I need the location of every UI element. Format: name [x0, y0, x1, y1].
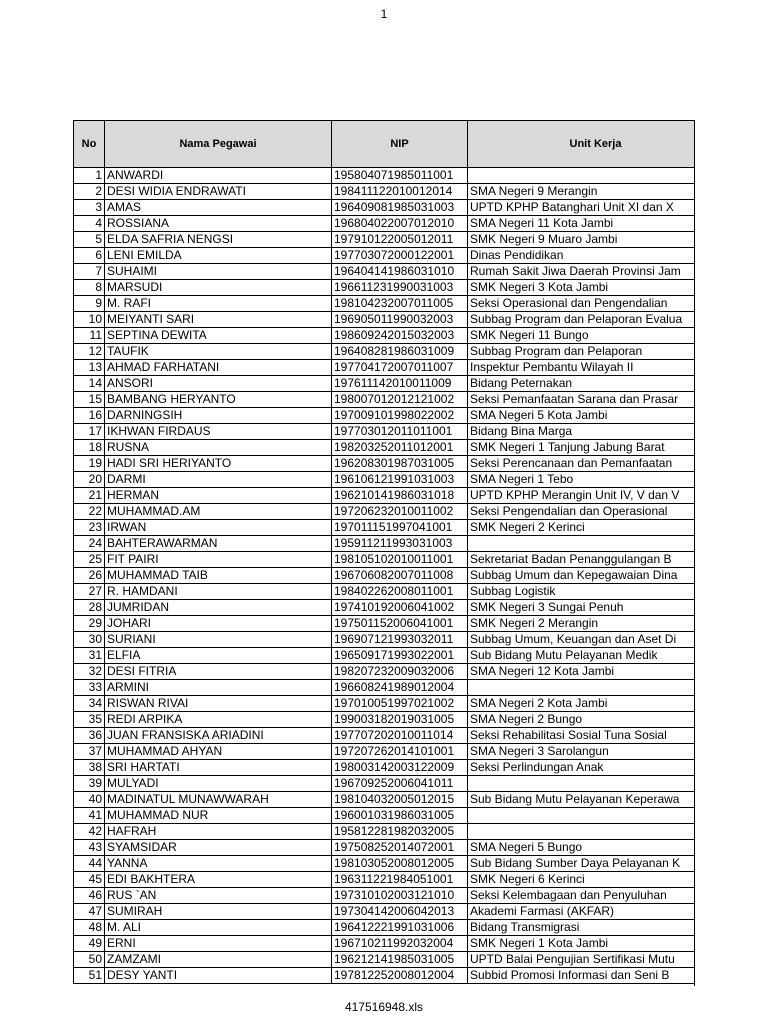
cell-nip: 196408281986031009 — [332, 344, 468, 360]
cell-unit-kerja: SMK Negeri 11 Bungo — [468, 328, 696, 344]
table-row — [74, 344, 696, 360]
cell-unit-kerja: Sub Bidang Mutu Pelayanan Medik — [468, 648, 696, 664]
cell-nama-pegawai: REDI ARPIKA — [105, 712, 332, 728]
cell-nip: 198103052008012005 — [332, 856, 468, 872]
cell-unit-kerja: Sub Bidang Sumber Daya Pelayanan K — [468, 856, 696, 872]
cell-nama-pegawai: MADINATUL MUNAWWARAH — [105, 792, 332, 808]
cell-unit-kerja: Subbag Program dan Pelaporan — [468, 344, 696, 360]
cell-unit-kerja — [468, 808, 696, 824]
cell-nip: 197703072000122001 — [332, 248, 468, 264]
cell-unit-kerja: Rumah Sakit Jiwa Daerah Provinsi Jam — [468, 264, 696, 280]
table-row — [74, 168, 696, 184]
cell-nama-pegawai: ELFIA — [105, 648, 332, 664]
table-row — [74, 936, 696, 952]
cell-nama-pegawai: IKHWAN FIRDAUS — [105, 424, 332, 440]
cell-nip: 196412221991031006 — [332, 920, 468, 936]
cell-nama-pegawai: M. RAFI — [105, 296, 332, 312]
table-row — [74, 376, 696, 392]
cell-unit-kerja: Bidang Transmigrasi — [468, 920, 696, 936]
cell-unit-kerja: SMA Negeri 3 Sarolangun — [468, 744, 696, 760]
table-row — [74, 392, 696, 408]
cell-no: 4 — [74, 216, 105, 232]
cell-no: 13 — [74, 360, 105, 376]
cell-unit-kerja: UPTD KPHP Batanghari Unit XI dan X — [468, 200, 696, 216]
table-row — [74, 968, 696, 984]
cell-nip: 198104232007011005 — [332, 296, 468, 312]
cell-unit-kerja: UPTD KPHP Merangin Unit IV, V dan V — [468, 488, 696, 504]
cell-nip: 196709252006041011 — [332, 776, 468, 792]
cell-no: 15 — [74, 392, 105, 408]
cell-nip: 197704172007011007 — [332, 360, 468, 376]
cell-no: 20 — [74, 472, 105, 488]
cell-nama-pegawai: MUHAMMAD TAIB — [105, 568, 332, 584]
cell-unit-kerja: SMA Negeri 2 Bungo — [468, 712, 696, 728]
cell-nama-pegawai: SRI HARTATI — [105, 760, 332, 776]
cell-unit-kerja: Bidang Peternakan — [468, 376, 696, 392]
cell-nama-pegawai: JUAN FRANSISKA ARIADINI — [105, 728, 332, 744]
table-row — [74, 568, 696, 584]
cell-unit-kerja: Seksi Kelembagaan dan Penyuluhan — [468, 888, 696, 904]
table-row — [74, 200, 696, 216]
table-row — [74, 424, 696, 440]
page-number: 1 — [380, 7, 388, 21]
table-row — [74, 856, 696, 872]
cell-unit-kerja: SMK Negeri 9 Muaro Jambi — [468, 232, 696, 248]
cell-no: 10 — [74, 312, 105, 328]
cell-nip: 196404141986031010 — [332, 264, 468, 280]
cell-unit-kerja — [468, 824, 696, 840]
cell-nama-pegawai: JOHARI — [105, 616, 332, 632]
table-row — [74, 632, 696, 648]
cell-nip: 198203252011012001 — [332, 440, 468, 456]
cell-nama-pegawai: BAMBANG HERYANTO — [105, 392, 332, 408]
cell-no: 47 — [74, 904, 105, 920]
cell-nip: 198105102010011001 — [332, 552, 468, 568]
cell-nama-pegawai: AMAS — [105, 200, 332, 216]
cell-unit-kerja: SMA Negeri 5 Kota Jambi — [468, 408, 696, 424]
cell-no: 44 — [74, 856, 105, 872]
cell-nama-pegawai: ERNI — [105, 936, 332, 952]
table-row — [74, 280, 696, 296]
cell-no: 7 — [74, 264, 105, 280]
cell-nama-pegawai: RUS `AN — [105, 888, 332, 904]
table-row — [74, 552, 696, 568]
cell-nama-pegawai: HERMAN — [105, 488, 332, 504]
cell-unit-kerja: Subbid Promosi Informasi dan Seni B — [468, 968, 696, 984]
cell-nama-pegawai: ZAMZAMI — [105, 952, 332, 968]
cell-nip: 196106121991031003 — [332, 472, 468, 488]
cell-nip: 196907121993032011 — [332, 632, 468, 648]
cell-no: 11 — [74, 328, 105, 344]
cell-unit-kerja: SMA Negeri 1 Tebo — [468, 472, 696, 488]
cell-nama-pegawai: LENI EMILDA — [105, 248, 332, 264]
table-row — [74, 504, 696, 520]
cell-nip: 196210141986031018 — [332, 488, 468, 504]
cell-nama-pegawai: RISWAN RIVAI — [105, 696, 332, 712]
cell-unit-kerja: SMA Negeri 5 Bungo — [468, 840, 696, 856]
cell-no: 34 — [74, 696, 105, 712]
table-row — [74, 744, 696, 760]
table-row — [74, 456, 696, 472]
cell-nama-pegawai: MUHAMMAD.AM — [105, 504, 332, 520]
footer-filename: 417516948.xls — [344, 1000, 424, 1014]
table-row — [74, 616, 696, 632]
cell-nip: 196001031986031005 — [332, 808, 468, 824]
cell-nama-pegawai: MUHAMMAD NUR — [105, 808, 332, 824]
cell-nama-pegawai: YANNA — [105, 856, 332, 872]
cell-nip: 197410192006041002 — [332, 600, 468, 616]
cell-nama-pegawai: JUMRIDAN — [105, 600, 332, 616]
cell-unit-kerja: SMK Negeri 2 Merangin — [468, 616, 696, 632]
cell-unit-kerja: Inspektur Pembantu Wilayah II — [468, 360, 696, 376]
header-no: No — [74, 121, 105, 168]
cell-nip: 198104032005012015 — [332, 792, 468, 808]
table-row — [74, 472, 696, 488]
table-row — [74, 232, 696, 248]
table-row — [74, 840, 696, 856]
cell-unit-kerja: Subbag Program dan Pelaporan Evalua — [468, 312, 696, 328]
table-row — [74, 264, 696, 280]
header-nip: NIP — [332, 121, 468, 168]
table-row — [74, 872, 696, 888]
cell-no: 37 — [74, 744, 105, 760]
cell-unit-kerja: SMK Negeri 3 Kota Jambi — [468, 280, 696, 296]
cell-nip: 197707202010011014 — [332, 728, 468, 744]
cell-nip: 195804071985011001 — [332, 168, 468, 184]
cell-unit-kerja — [468, 680, 696, 696]
cell-nama-pegawai: SURIANI — [105, 632, 332, 648]
cell-nama-pegawai: MULYADI — [105, 776, 332, 792]
cell-no: 42 — [74, 824, 105, 840]
cell-unit-kerja: Sekretariat Badan Penanggulangan B — [468, 552, 696, 568]
cell-unit-kerja: Subbag Logistik — [468, 584, 696, 600]
table-row — [74, 648, 696, 664]
cell-no: 46 — [74, 888, 105, 904]
cell-no: 22 — [74, 504, 105, 520]
table-body — [74, 168, 696, 984]
cell-nip: 198207232009032006 — [332, 664, 468, 680]
cell-unit-kerja — [468, 776, 696, 792]
cell-nama-pegawai: R. HAMDANI — [105, 584, 332, 600]
cell-unit-kerja: Seksi Perencanaan dan Pemanfaatan — [468, 456, 696, 472]
table-row — [74, 904, 696, 920]
cell-unit-kerja: Sub Bidang Mutu Pelayanan Keperawa — [468, 792, 696, 808]
cell-nip: 197310102003121010 — [332, 888, 468, 904]
cell-nip: 196608241989012004 — [332, 680, 468, 696]
cell-nama-pegawai: BAHTERAWARMAN — [105, 536, 332, 552]
cell-nip: 195911211993031003 — [332, 536, 468, 552]
table-row — [74, 248, 696, 264]
cell-nama-pegawai: ARMINI — [105, 680, 332, 696]
table-row — [74, 600, 696, 616]
cell-nip: 198003142003122009 — [332, 760, 468, 776]
cell-nip: 196905011990032003 — [332, 312, 468, 328]
table-row — [74, 952, 696, 968]
cell-nama-pegawai: DESI FITRIA — [105, 664, 332, 680]
cell-no: 23 — [74, 520, 105, 536]
cell-nama-pegawai: MARSUDI — [105, 280, 332, 296]
cell-nama-pegawai: DARMI — [105, 472, 332, 488]
cell-nip: 196611231990031003 — [332, 280, 468, 296]
cell-no: 35 — [74, 712, 105, 728]
cell-nama-pegawai: DARNINGSIH — [105, 408, 332, 424]
table-row — [74, 760, 696, 776]
table-row — [74, 296, 696, 312]
cell-no: 9 — [74, 296, 105, 312]
cell-unit-kerja: Seksi Pemanfaatan Sarana dan Prasar — [468, 392, 696, 408]
table-row — [74, 360, 696, 376]
cell-no: 17 — [74, 424, 105, 440]
table-row — [74, 408, 696, 424]
cell-nip: 196311221984051001 — [332, 872, 468, 888]
cell-nip: 196409081985031003 — [332, 200, 468, 216]
cell-nip: 197812252008012004 — [332, 968, 468, 984]
cell-unit-kerja: SMA Negeri 9 Merangin — [468, 184, 696, 200]
table-row — [74, 328, 696, 344]
cell-no: 39 — [74, 776, 105, 792]
cell-nip: 197206232010011002 — [332, 504, 468, 520]
cell-no: 28 — [74, 600, 105, 616]
cell-nama-pegawai: ROSSIANA — [105, 216, 332, 232]
cell-no: 38 — [74, 760, 105, 776]
cell-nip: 197207262014101001 — [332, 744, 468, 760]
cell-nip: 196706082007011008 — [332, 568, 468, 584]
cell-nama-pegawai: EDI BAKHTERA — [105, 872, 332, 888]
cell-no: 48 — [74, 920, 105, 936]
cell-no: 40 — [74, 792, 105, 808]
table-row — [74, 888, 696, 904]
cell-nip: 198609242015032003 — [332, 328, 468, 344]
cell-no: 14 — [74, 376, 105, 392]
cell-unit-kerja: Akademi Farmasi (AKFAR) — [468, 904, 696, 920]
cell-nama-pegawai: DESI WIDIA ENDRAWATI — [105, 184, 332, 200]
cell-no: 19 — [74, 456, 105, 472]
cell-no: 36 — [74, 728, 105, 744]
cell-nama-pegawai: AHMAD FARHATANI — [105, 360, 332, 376]
cell-no: 30 — [74, 632, 105, 648]
cell-unit-kerja: Seksi Rehabilitasi Sosial Tuna Sosial — [468, 728, 696, 744]
cell-nip: 197501152006041001 — [332, 616, 468, 632]
table-row — [74, 488, 696, 504]
cell-no: 24 — [74, 536, 105, 552]
cell-unit-kerja: SMK Negeri 2 Kerinci — [468, 520, 696, 536]
cell-unit-kerja: Bidang Bina Marga — [468, 424, 696, 440]
table-row — [74, 440, 696, 456]
table-row — [74, 776, 696, 792]
sheet-right-edge — [694, 120, 695, 986]
cell-nama-pegawai: HAFRAH — [105, 824, 332, 840]
cell-nip: 198411122010012014 — [332, 184, 468, 200]
table-row — [74, 216, 696, 232]
cell-nama-pegawai: MUHAMMAD AHYAN — [105, 744, 332, 760]
cell-no: 21 — [74, 488, 105, 504]
cell-no: 6 — [74, 248, 105, 264]
table-row — [74, 520, 696, 536]
cell-no: 31 — [74, 648, 105, 664]
cell-nip: 197703012011011001 — [332, 424, 468, 440]
cell-no: 32 — [74, 664, 105, 680]
cell-unit-kerja: SMK Negeri 6 Kerinci — [468, 872, 696, 888]
cell-no: 51 — [74, 968, 105, 984]
cell-nip: 198007012012121002 — [332, 392, 468, 408]
cell-nip: 196710211992032004 — [332, 936, 468, 952]
table-row — [74, 312, 696, 328]
cell-nip: 196804022007012010 — [332, 216, 468, 232]
cell-no: 27 — [74, 584, 105, 600]
table-row — [74, 696, 696, 712]
table-row — [74, 680, 696, 696]
cell-nip: 197611142010011009 — [332, 376, 468, 392]
cell-no: 8 — [74, 280, 105, 296]
cell-nip: 197508252014072001 — [332, 840, 468, 856]
cell-unit-kerja: SMA Negeri 11 Kota Jambi — [468, 216, 696, 232]
cell-unit-kerja: Subbag Umum dan Kepegawaian Dina — [468, 568, 696, 584]
cell-no: 26 — [74, 568, 105, 584]
header-unit-kerja: Unit Kerja — [468, 121, 696, 168]
cell-unit-kerja: SMK Negeri 1 Tanjung Jabung Barat — [468, 440, 696, 456]
cell-nama-pegawai: IRWAN — [105, 520, 332, 536]
cell-unit-kerja: SMK Negeri 3 Sungai Penuh — [468, 600, 696, 616]
cell-nama-pegawai: ELDA SAFRIA NENGSI — [105, 232, 332, 248]
cell-nip: 197304142006042013 — [332, 904, 468, 920]
cell-unit-kerja: Dinas Pendidikan — [468, 248, 696, 264]
table-row — [74, 728, 696, 744]
cell-unit-kerja: Seksi Pengendalian dan Operasional — [468, 504, 696, 520]
cell-nama-pegawai: SEPTINA DEWITA — [105, 328, 332, 344]
cell-unit-kerja — [468, 168, 696, 184]
header-nama-pegawai: Nama Pegawai — [105, 121, 332, 168]
cell-no: 43 — [74, 840, 105, 856]
cell-unit-kerja: Seksi Operasional dan Pengendalian — [468, 296, 696, 312]
cell-nip: 197011151997041001 — [332, 520, 468, 536]
cell-no: 45 — [74, 872, 105, 888]
cell-no: 5 — [74, 232, 105, 248]
cell-no: 3 — [74, 200, 105, 216]
table-row — [74, 664, 696, 680]
cell-nama-pegawai: FIT PAIRI — [105, 552, 332, 568]
cell-no: 25 — [74, 552, 105, 568]
cell-nama-pegawai: SUHAIMI — [105, 264, 332, 280]
cell-nip: 196509171993022001 — [332, 648, 468, 664]
cell-nama-pegawai: TAUFIK — [105, 344, 332, 360]
employee-table-container — [73, 120, 695, 984]
cell-nama-pegawai: ANSORI — [105, 376, 332, 392]
cell-no: 12 — [74, 344, 105, 360]
cell-unit-kerja — [468, 536, 696, 552]
cell-unit-kerja: SMA Negeri 2 Kota Jambi — [468, 696, 696, 712]
cell-nip: 197010051997021002 — [332, 696, 468, 712]
table-row — [74, 824, 696, 840]
cell-nama-pegawai: MEIYANTI SARI — [105, 312, 332, 328]
table-row — [74, 536, 696, 552]
cell-unit-kerja: UPTD Balai Pengujian Sertifikasi Mutu — [468, 952, 696, 968]
table-header-row — [74, 121, 696, 168]
table-row — [74, 792, 696, 808]
cell-nama-pegawai: HADI SRI HERIYANTO — [105, 456, 332, 472]
cell-no: 18 — [74, 440, 105, 456]
table-row — [74, 184, 696, 200]
cell-nip: 197910122005012011 — [332, 232, 468, 248]
cell-no: 49 — [74, 936, 105, 952]
employee-table — [73, 120, 695, 984]
cell-no: 16 — [74, 408, 105, 424]
cell-nama-pegawai: ANWARDI — [105, 168, 332, 184]
cell-nama-pegawai: SUMIRAH — [105, 904, 332, 920]
table-row — [74, 712, 696, 728]
cell-no: 41 — [74, 808, 105, 824]
cell-nama-pegawai: SYAMSIDAR — [105, 840, 332, 856]
cell-nip: 198402262008011001 — [332, 584, 468, 600]
cell-nip: 199003182019031005 — [332, 712, 468, 728]
cell-nip: 196212141985031005 — [332, 952, 468, 968]
cell-unit-kerja: Subbag Umum, Keuangan dan Aset Di — [468, 632, 696, 648]
cell-no: 33 — [74, 680, 105, 696]
cell-unit-kerja: SMK Negeri 1 Kota Jambi — [468, 936, 696, 952]
cell-nip: 196208301987031005 — [332, 456, 468, 472]
cell-no: 29 — [74, 616, 105, 632]
table-row — [74, 584, 696, 600]
table-row — [74, 920, 696, 936]
table-row — [74, 808, 696, 824]
cell-nama-pegawai: DESY YANTI — [105, 968, 332, 984]
cell-nip: 197009101998022002 — [332, 408, 468, 424]
cell-nama-pegawai: M. ALI — [105, 920, 332, 936]
cell-no: 2 — [74, 184, 105, 200]
cell-unit-kerja: SMA Negeri 12 Kota Jambi — [468, 664, 696, 680]
cell-no: 1 — [74, 168, 105, 184]
cell-nama-pegawai: RUSNA — [105, 440, 332, 456]
cell-no: 50 — [74, 952, 105, 968]
cell-unit-kerja: Seksi Perlindungan Anak — [468, 760, 696, 776]
cell-nip: 195812281982032005 — [332, 824, 468, 840]
